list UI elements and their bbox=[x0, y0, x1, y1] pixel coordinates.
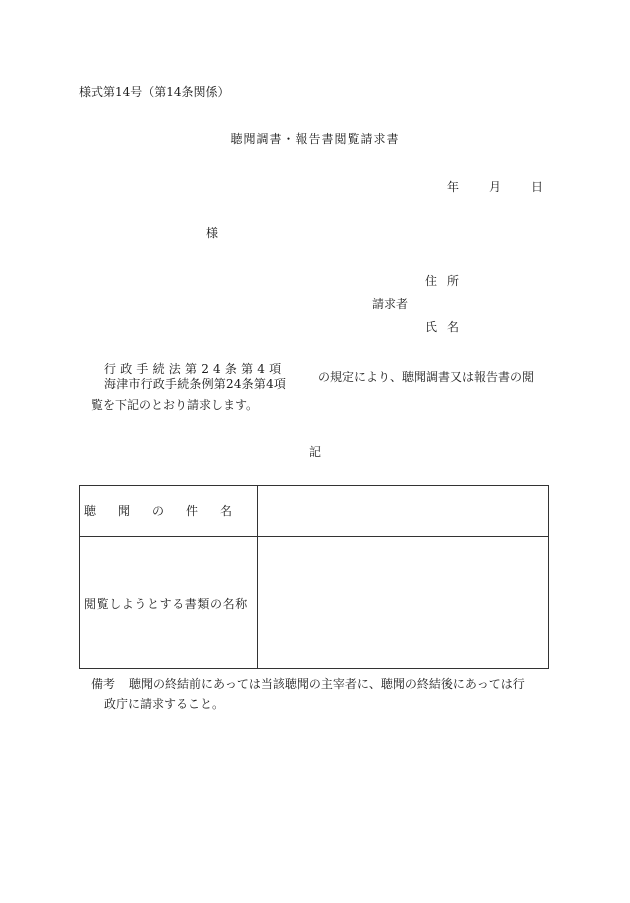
date-month-label: 月 bbox=[489, 180, 502, 194]
date-day-label: 日 bbox=[531, 180, 544, 194]
remarks-text-line2: 政庁に請求すること。 bbox=[104, 697, 225, 711]
addressee-suffix: 様 bbox=[206, 226, 219, 240]
name-label: 氏名 bbox=[425, 320, 470, 334]
remarks-text-line1: 聴聞の終結前にあっては当該聴聞の主宰者に、聴聞の終結後にあっては行 bbox=[129, 677, 525, 691]
law-reference-national: 行政手続法第24条第4項 bbox=[104, 362, 286, 376]
remarks-label: 備考 bbox=[91, 677, 116, 691]
date-year-label: 年 bbox=[447, 180, 460, 194]
record-mark: 記 bbox=[308, 445, 321, 459]
table-column-divider bbox=[257, 486, 258, 668]
body-text-line1: の規定により、聴聞調書又は報告書の閲 bbox=[318, 370, 535, 384]
records-table bbox=[79, 485, 549, 669]
hearing-case-label: 聴聞の件名 bbox=[84, 504, 255, 518]
form-number: 様式第14号（第14条関係） bbox=[79, 85, 230, 99]
address-label: 住所 bbox=[425, 274, 470, 288]
body-text-line2: 覧を下記のとおり請求します。 bbox=[91, 398, 259, 412]
law-reference-municipal: 海津市行政手続条例第24条第4項 bbox=[104, 377, 287, 391]
date-line bbox=[447, 180, 543, 194]
requester-label: 請求者 bbox=[372, 297, 409, 311]
document-title: 聴聞調書・報告書閲覧請求書 bbox=[230, 132, 400, 146]
document-name-label: 閲覧しようとする書類の名称 bbox=[84, 597, 248, 611]
table-row-divider bbox=[80, 536, 548, 537]
